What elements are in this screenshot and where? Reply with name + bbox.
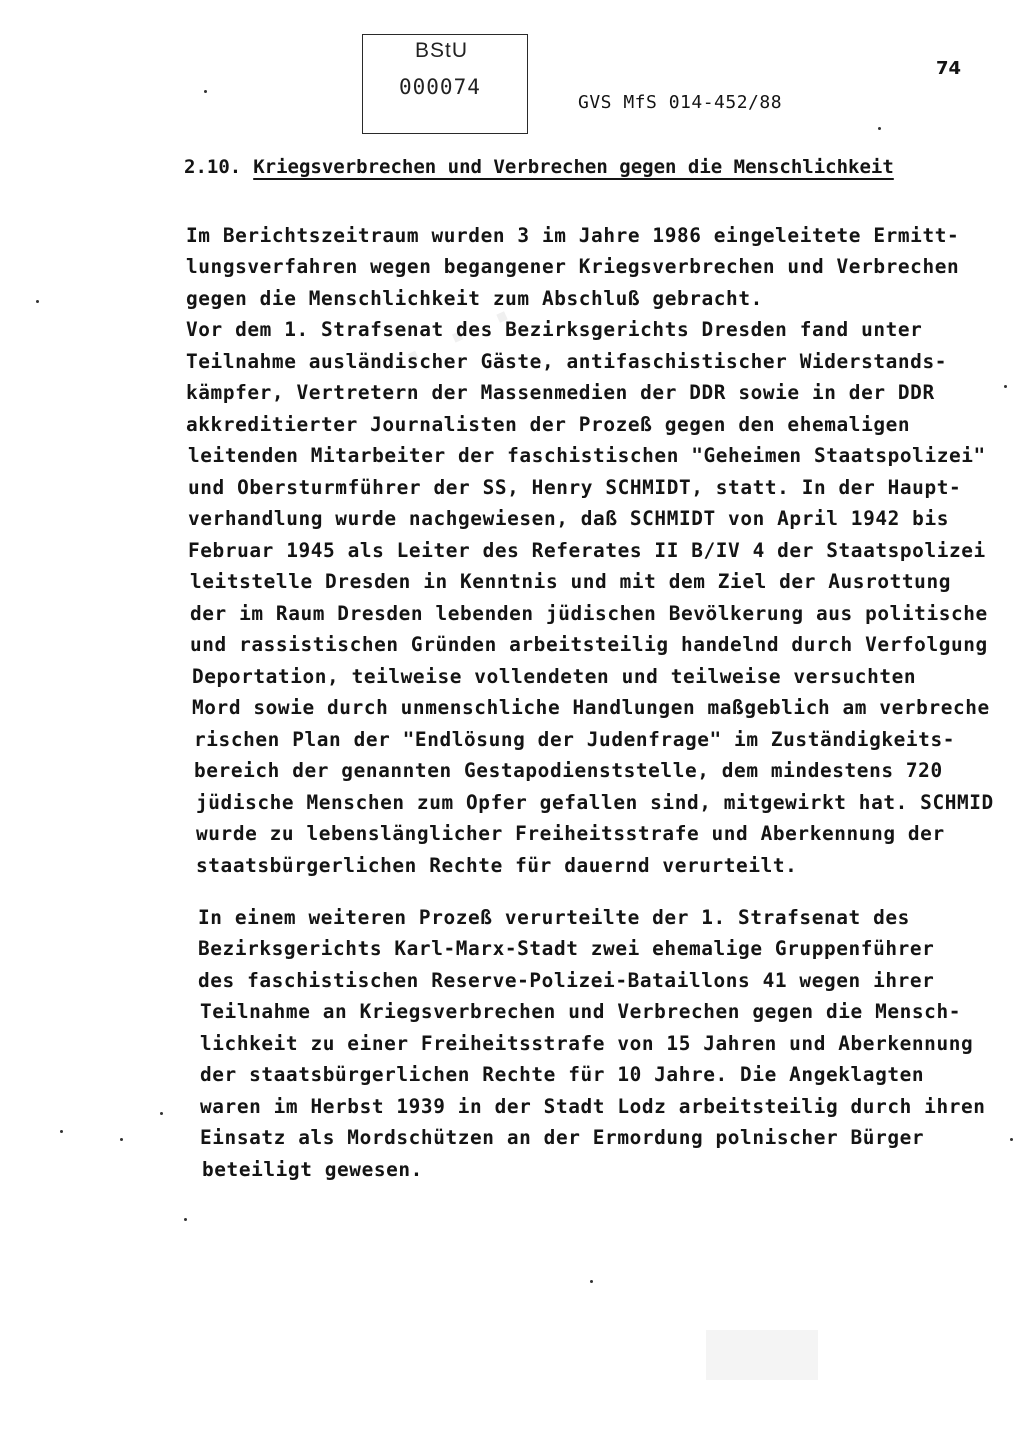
body-line: Deportation, teilweise vollendeten und teilweise versuchten [192, 665, 917, 688]
scan-speck [36, 300, 39, 303]
stamp-agency: BStU [415, 39, 469, 62]
body-line: leitstelle Dresden in Kenntnis und mit dem Ziel der Ausrottung [190, 570, 951, 593]
body-line: leitenden Mitarbeiter der faschistischen "Geheimen Staatspolizei" [188, 444, 986, 467]
body-line: kämpfer, Vertretern der Massenmedien der DDR sowie in der DDR [186, 381, 935, 404]
body-line: jüdische Menschen zum Opfer gefallen sind, mitgewirkt hat. SCHMID [196, 791, 994, 814]
body-line: wurde zu lebenslänglicher Freiheitsstrafe und Aberkennung der [196, 822, 945, 845]
body-line: Teilnahme ausländischer Gäste, antifaschistischer Widerstands- [186, 350, 947, 373]
section-title: Kriegsverbrechen und Verbrechen gegen die Menschlichkeit [253, 156, 894, 178]
body-line: Mord sowie durch unmenschliche Handlungen maßgeblich am verbreche [192, 696, 990, 719]
scan-speck [204, 90, 207, 93]
body-line: lungsverfahren wegen begangener Kriegsverbrechen und Verbrechen [186, 255, 960, 278]
scan-speck [184, 1218, 187, 1221]
scan-speck [60, 1130, 63, 1133]
body-line: Vor dem 1. Strafsenat des Bezirksgerichts Dresden fand unter [186, 318, 923, 341]
body-line: Februar 1945 als Leiter des Referates II B/IV 4 der Staatspolizei [188, 539, 986, 562]
faint-watermark: · · · [391, 278, 532, 391]
scan-speck [878, 127, 881, 130]
faint-archive-stamp [706, 1330, 818, 1380]
body-line: waren im Herbst 1939 in der Stadt Lodz arbeitsteilig durch ihren [200, 1095, 986, 1118]
body-line: akkreditierter Journalisten der Prozeß gegen den ehemaligen [186, 413, 911, 436]
body-line: der im Raum Dresden lebenden jüdischen Bevölkerung aus politische [190, 602, 988, 625]
body-line: und Obersturmführer der SS, Henry SCHMIDT, statt. In der Haupt- [188, 476, 962, 499]
body-line: Im Berichtszeitraum wurden 3 im Jahre 1986 eingeleitete Ermitt- [186, 224, 960, 247]
body-line: rischen Plan der "Endlösung der Judenfrage" im Zuständigkeits- [194, 728, 955, 751]
section-number: 2.10. [184, 156, 242, 178]
body-line: beteiligt gewesen. [202, 1158, 423, 1181]
page-number: 74 [936, 58, 962, 79]
body-line: gegen die Menschlichkeit zum Abschluß gebracht. [186, 287, 763, 310]
scan-speck [590, 1280, 593, 1283]
body-line: der staatsbürgerlichen Rechte für 10 Jahre. Die Angeklagten [200, 1063, 925, 1086]
archive-stamp [362, 34, 528, 134]
scan-speck [1004, 385, 1007, 388]
body-line: und rassistischen Gründen arbeitsteilig handelnd durch Verfolgung [190, 633, 988, 656]
body-line: staatsbürgerlichen Rechte für dauernd verurteilt. [196, 854, 798, 877]
document-reference: GVS MfS 014-452/88 [578, 92, 783, 113]
body-line: Teilnahme an Kriegsverbrechen und Verbrechen gegen die Mensch- [200, 1000, 961, 1023]
scan-speck [120, 1138, 123, 1141]
section-heading [184, 156, 894, 178]
scan-speck [160, 1112, 163, 1115]
body-line: Einsatz als Mordschützen an der Ermordung polnischer Bürger [200, 1126, 925, 1149]
scan-speck [1010, 1138, 1013, 1141]
body-line: verhandlung wurde nachgewiesen, daß SCHMIDT von April 1942 bis [188, 507, 949, 530]
stamp-number: 000074 [399, 75, 481, 99]
body-line: lichkeit zu einer Freiheitsstrafe von 15 Jahren und Aberkennung [200, 1032, 974, 1055]
body-line: In einem weiteren Prozeß verurteilte der 1. Strafsenat des [198, 906, 910, 929]
body-line: Bezirksgerichts Karl-Marx-Stadt zwei ehemalige Gruppenführer [198, 937, 935, 960]
body-line: des faschistischen Reserve-Polizei-Bataillons 41 wegen ihrer [198, 969, 935, 992]
body-line: bereich der genannten Gestapodienststelle, dem mindestens 720 [194, 759, 943, 782]
